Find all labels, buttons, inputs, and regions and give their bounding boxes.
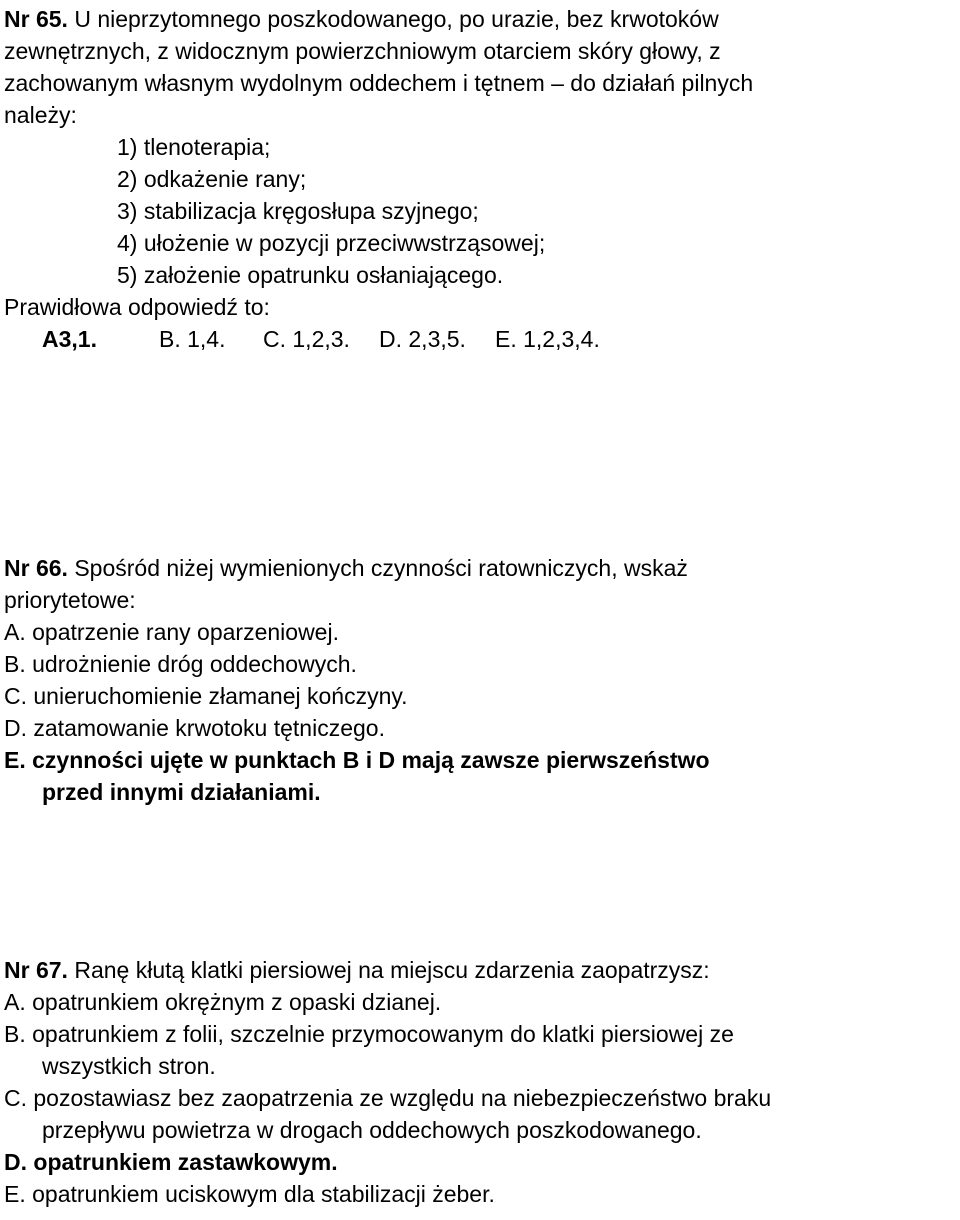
- question-65: [4, 3, 956, 355]
- list-item: 5) założenie opatrunku osłaniającego.: [117, 262, 504, 288]
- question-number: Nr 67.: [4, 957, 68, 983]
- question-text: priorytetowe:: [4, 587, 136, 613]
- list-item: A. opatrzenie rany oparzeniowej.: [4, 619, 339, 645]
- question-text: zewnętrznych, z widocznym powierzchniowym otarciem skóry głowy, z: [4, 38, 721, 64]
- question-66: [4, 552, 956, 808]
- list-item: 3) stabilizacja kręgosłupa szyjnego;: [117, 198, 479, 224]
- correct-answer: D. opatrunkiem zastawkowym.: [4, 1149, 338, 1175]
- list-item: D. zatamowanie krwotoku tętniczego.: [4, 715, 385, 741]
- answer-b: B. 1,4.: [159, 326, 226, 352]
- question-text: Ranę kłutą klatki piersiowej na miejscu zdarzenia zaopatrzysz:: [74, 957, 710, 983]
- question-text: U nieprzytomnego poszkodowanego, po urazie, bez krwotoków: [74, 6, 719, 32]
- list-item-cont: przepływu powietrza w drogach oddechowych poszkodowanego.: [42, 1117, 702, 1143]
- question-text: Spośród niżej wymienionych czynności ratowniczych, wskaż: [74, 555, 688, 581]
- list-item: A. opatrunkiem okrężnym z opaski dzianej.: [4, 989, 442, 1015]
- answer-a: A3,1.: [42, 326, 97, 352]
- question-number: Nr 66.: [4, 555, 68, 581]
- list-item: C. unieruchomienie złamanej kończyny.: [4, 683, 408, 709]
- list-item: E. opatrunkiem uciskowym dla stabilizacji żeber.: [4, 1181, 495, 1207]
- answer-e: E. 1,2,3,4.: [495, 326, 600, 352]
- question-67: [4, 954, 956, 1210]
- correct-answer: E. czynności ujęte w punktach B i D mają zawsze pierwszeństwo: [4, 747, 710, 773]
- answer-options: [4, 323, 956, 355]
- question-text: zachowanym własnym wydolnym oddechem i tętnem – do działań pilnych: [4, 70, 754, 96]
- question-65-line-1: [4, 3, 956, 35]
- answer-d: D. 2,3,5.: [379, 326, 466, 352]
- answer-c: C. 1,2,3.: [263, 326, 350, 352]
- list-item: 2) odkażenie rany;: [117, 166, 307, 192]
- question-66-line-1: [4, 552, 956, 584]
- list-item: B. udrożnienie dróg oddechowych.: [4, 651, 357, 677]
- question-number: Nr 65.: [4, 6, 68, 32]
- list-item: B. opatrunkiem z folii, szczelnie przymocowanym do klatki piersiowej ze: [4, 1021, 734, 1047]
- list-item: 4) ułożenie w pozycji przeciwwstrząsowej;: [117, 230, 546, 256]
- list-item-cont: wszystkich stron.: [42, 1053, 216, 1079]
- question-text: należy:: [4, 102, 77, 128]
- list-item: C. pozostawiasz bez zaopatrzenia ze względu na niebezpieczeństwo braku: [4, 1085, 772, 1111]
- question-67-line-1: [4, 954, 956, 986]
- answer-label: Prawidłowa odpowiedź to:: [4, 294, 270, 320]
- list-item: 1) tlenoterapia;: [117, 134, 271, 160]
- correct-answer-cont: przed innymi działaniami.: [42, 779, 321, 805]
